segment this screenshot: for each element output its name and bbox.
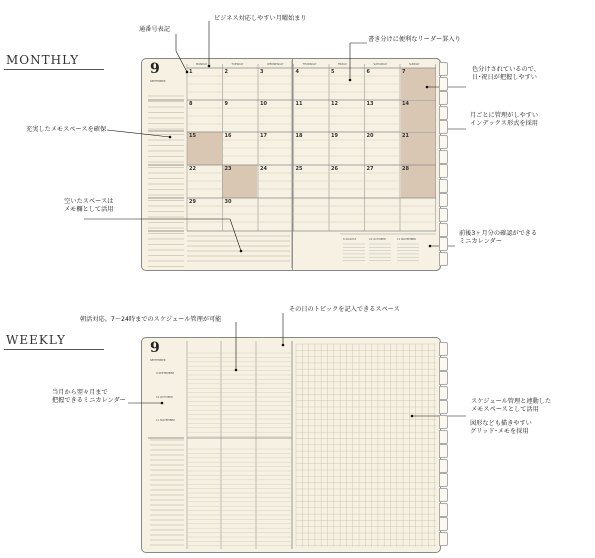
callout-memo-space: 充実したメモスペースを確保 [26,126,107,133]
monthly-weekday-friday: FRIDAY [338,63,348,66]
monthly-date-30: 30 [224,199,232,205]
weekly-month-name: SEPTEMBER [150,359,166,362]
callout-mini-calendar-line1: 前後3ヶ月分の確認ができる [459,230,538,237]
callout-dot-grid [411,415,414,418]
monthly-weekday-saturday: SATURDAY [373,63,388,66]
monthly-weekday-thursday: THURSDAY [302,63,317,66]
monthly-index-tab[interactable] [439,208,448,222]
weekly-index-tab[interactable] [439,444,448,458]
monthly-mini-cal-3: 11 NOVEMBER [397,238,416,241]
callout-dot-color [426,86,429,89]
callout-blank-memo-line2: メモ欄として活用 [64,206,114,214]
weekly-index-tab[interactable] [439,386,448,400]
monthly-weekday-sunday: SUNDAY [409,63,420,66]
callout-schedule-hours: 朝活対応。7～24時までのスケジュール管理が可能 [80,316,222,323]
weekly-month-number: 9 [150,340,160,356]
callout-dot-blank [240,250,243,253]
weekly-index-tab[interactable] [439,371,448,385]
monthly-date-27: 27 [366,166,374,172]
monthly-mini-cal-2: 10 OCTOBER [369,238,386,241]
monthly-date-6: 6 [366,69,370,75]
callout-dot-weekly-minical [161,402,164,405]
callout-grid-memo-line2: メモスペースとして活用 [471,406,539,414]
weekly-index-tab[interactable] [439,415,448,429]
callout-mini-calendar-line2: ミニカレンダー [459,238,502,246]
callout-dot-business [208,65,211,68]
monthly-date-13: 13 [366,101,374,107]
weekly-index-tab[interactable] [439,503,448,517]
monthly-date-2: 2 [224,69,228,75]
weekly-index-tab[interactable] [439,357,448,371]
monthly-date-23: 23 [224,166,232,172]
callout-weekly-mini-calendar-line2: 把握できるミニカレンダー [52,397,126,405]
callout-index-tabs-line2: インデックス形式を採用 [470,120,538,128]
monthly-weekday-monday: MONDAY [196,63,208,66]
monthly-date-26: 26 [331,166,338,172]
monthly-heading: MONTHLY [6,53,80,67]
weekly-index-tab[interactable] [439,459,448,473]
monthly-weekday-tuesday: TUESDAY [231,63,244,66]
weekly-heading: WEEKLY [6,333,66,347]
monthly-date-22: 22 [189,166,196,172]
callout-blank-memo-line1: 空いたスペースは [64,198,114,205]
monthly-index-tab[interactable] [439,179,448,193]
callout-topic-space: その日のトピックを記入できるスペース [289,306,400,313]
monthly-mini-cal-1: 8 AUGUST [343,238,357,241]
callout-weekly-mini-calendar-line1: 当月から翌々月まで [52,389,108,396]
weekly-index-tab[interactable] [439,430,448,444]
callout-business-start: ビジネス対応しやすい月曜始まり [214,15,307,22]
callout-dot-topic [282,344,285,347]
monthly-date-15: 15 [189,133,196,139]
callout-dot-hours [235,369,238,372]
monthly-date-28: 28 [402,166,409,172]
monthly-date-21: 21 [402,133,409,139]
monthly-date-14: 14 [402,101,409,107]
monthly-index-tab[interactable] [439,252,448,266]
callout-color-coded-line2: 日･祝日が把握しやすい [472,74,537,82]
callout-grid-drawing-line2: グリッド･メモを採用 [470,428,529,436]
monthly-index-tab[interactable] [439,164,448,178]
weekly-index-tab[interactable] [439,342,448,356]
monthly-index-tab[interactable] [439,91,448,105]
monthly-month-number: 9 [150,61,160,77]
monthly-date-11: 11 [295,101,303,107]
weekly-index-tab[interactable] [439,488,448,502]
callout-holiday-notation: 通番号表記 [139,26,170,33]
weekly-index-tab[interactable] [439,532,448,546]
monthly-date-5: 5 [331,69,335,75]
monthly-month-name: SEPTEMBER [150,80,166,83]
callout-dot-memo [169,136,172,139]
monthly-date-20: 20 [366,133,374,139]
monthly-date-1: 1 [189,69,193,75]
monthly-index-tab[interactable] [439,193,448,207]
weekly-index-tab[interactable] [439,473,448,487]
monthly-date-18: 18 [295,133,303,139]
monthly-date-10: 10 [260,101,267,107]
monthly-index-tab[interactable] [439,120,448,134]
callout-grid-drawing-line1: 図形なども描きやすい [470,420,532,427]
weekly-index-tab[interactable] [439,517,448,531]
monthly-index-tab[interactable] [439,135,448,149]
monthly-date-9: 9 [224,101,228,107]
monthly-date-8: 8 [189,101,193,107]
monthly-date-4: 4 [295,69,299,75]
callout-dot-leader [349,79,352,82]
weekly-index-tab[interactable] [439,400,448,414]
weekly-mini-cal-1: 9 SEPTEMBER [156,372,175,375]
callout-dot-holiday [186,71,189,74]
monthly-date-19: 19 [331,133,338,139]
monthly-index-tab[interactable] [439,237,448,251]
callout-dot-minical [429,245,432,248]
monthly-index-tab[interactable] [439,106,448,120]
weekly-mini-cal-2: 10 OCTOBER [156,396,173,399]
monthly-index-tab[interactable] [439,62,448,76]
monthly-weekday-wednesday: WEDNESDAY [267,63,284,66]
monthly-date-12: 12 [331,101,338,107]
monthly-date-7: 7 [402,69,406,75]
callout-color-coded-line1: 色分けされているので、 [472,66,540,73]
monthly-date-16: 16 [224,133,232,139]
callout-leader-lines: 書き分けに便利なリーダー罫入り [368,36,461,43]
monthly-date-17: 17 [260,133,267,139]
callout-index-tabs-line1: 月ごとに管理がしやすい [470,112,539,119]
monthly-date-25: 25 [295,166,303,172]
monthly-index-tab[interactable] [439,150,448,164]
callout-grid-memo-line1: スケジュール管理と連動した [471,398,552,405]
monthly-date-3: 3 [260,69,264,75]
weekly-mini-cal-3: 11 NOVEMBER [156,419,175,422]
monthly-date-29: 29 [189,199,196,205]
monthly-index-tab[interactable] [439,77,448,91]
monthly-date-24: 24 [260,166,267,172]
monthly-index-tab[interactable] [439,223,448,237]
